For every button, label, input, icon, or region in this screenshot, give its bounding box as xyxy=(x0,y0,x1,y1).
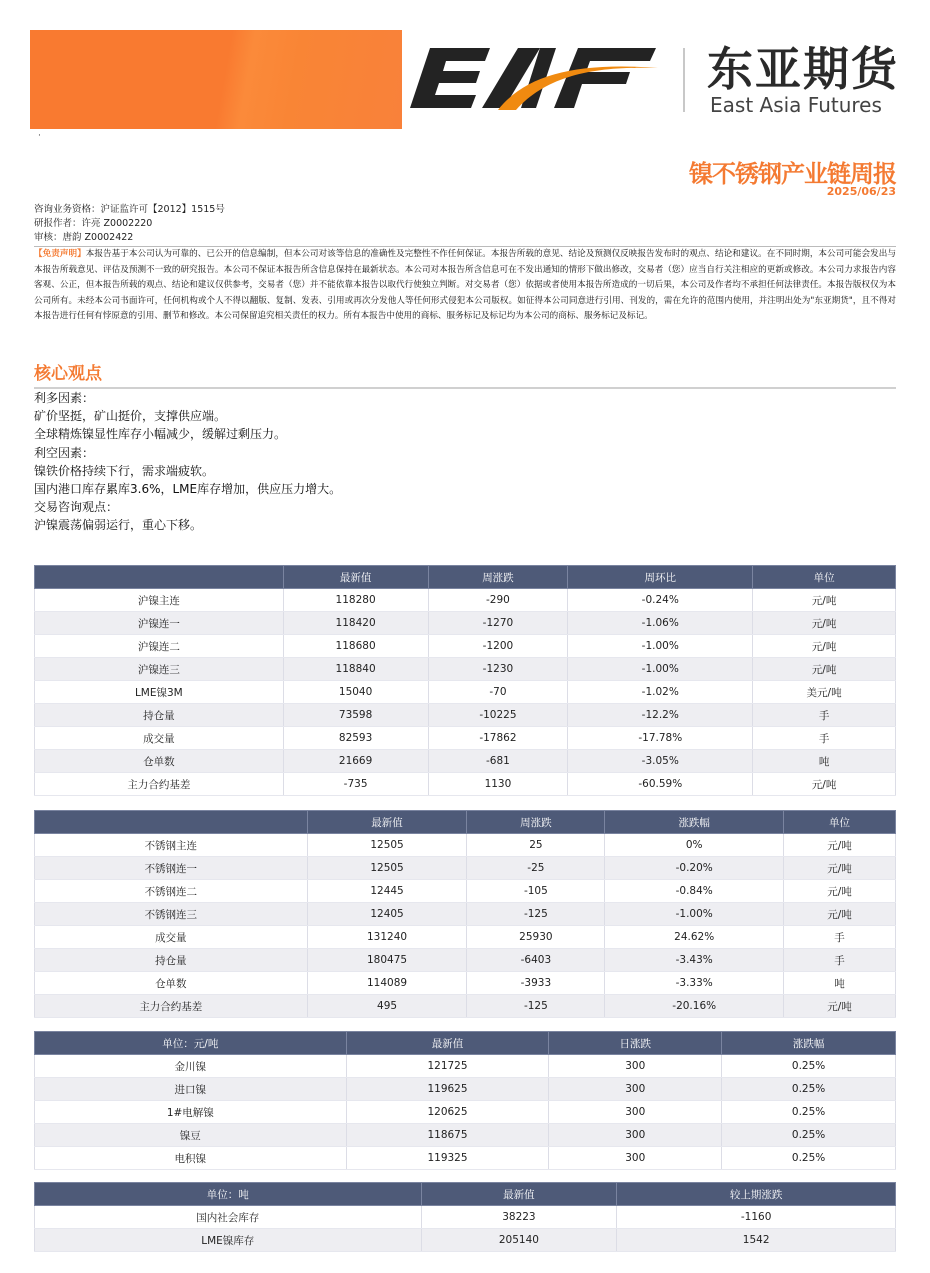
table-header-row xyxy=(35,1032,896,1055)
row-label: 不锈钢主连 xyxy=(35,834,308,857)
row-label: 成交量 xyxy=(35,926,308,949)
table-cell: -0.24% xyxy=(568,589,753,612)
row-label: LME镍3M xyxy=(35,681,284,704)
table-cell: 元/吨 xyxy=(753,635,896,658)
table-cell: 21669 xyxy=(283,750,428,773)
table-cell: 495 xyxy=(307,995,467,1018)
table-cell: 118280 xyxy=(283,589,428,612)
table-cell: 元/吨 xyxy=(784,834,896,857)
table-cell: 手 xyxy=(753,704,896,727)
table-cell: 300 xyxy=(549,1124,722,1147)
table-cell: 元/吨 xyxy=(784,857,896,880)
table-cell: 121725 xyxy=(346,1055,549,1078)
table-cell: 0.25% xyxy=(722,1124,896,1147)
row-label: 持仓量 xyxy=(35,949,308,972)
table-cell: -1160 xyxy=(617,1206,896,1229)
column-header: 最新值 xyxy=(346,1032,549,1055)
table-row xyxy=(35,1229,896,1252)
table-header-row xyxy=(35,811,896,834)
table-cell: 180475 xyxy=(307,949,467,972)
column-header: 涨跌幅 xyxy=(605,811,784,834)
column-header xyxy=(35,811,308,834)
table-row xyxy=(35,773,896,796)
table-row xyxy=(35,880,896,903)
row-label: 成交量 xyxy=(35,727,284,750)
column-header: 涨跌幅 xyxy=(722,1032,896,1055)
table-row xyxy=(35,903,896,926)
header-dot: · xyxy=(38,131,41,141)
table-cell: -125 xyxy=(467,903,605,926)
table-cell: -17.78% xyxy=(568,727,753,750)
table-cell: 手 xyxy=(753,727,896,750)
column-header: 最新值 xyxy=(421,1183,617,1206)
reviewer-line: 审核：唐韵 Z0002422 xyxy=(34,232,134,243)
disclaimer-text: 本报告基于本公司认为可靠的、已公开的信息编制，但本公司对该等信息的准确性及完整性不作任何保证。本报告所载的意见、结论及预测仅反映报告发布时的观点、结论和建议。在不同时期，本公司可能会发出与本报告所载意见、评估及预测不一致的研究报告。本公司不保证本报告所含信息保持在最新状态。本公司对本报告所含信息可在不发出通知的情形下做出修改，交易者（您）应当自行关注相应的更新或修改。本公司力求报告内容客观、公正，但本报告所载的观点、结论和建议仅供参考，交易者（您）并不能依靠本报告以取代行使独立判断。对交易者（您）依据或者使用本报告所造成的一切后果，本公司及作者均不承担任何法律责任。本报告版权仅为本公司所有。未经本公司书面许可，任何机构或个人不得以翻版、复制、发表、引用或再次分发他人等任何形式侵犯本公司版权。如征得本公司同意进行引用、刊发的，需在允许的范围内使用，并注明出处为"东亚期货"，且不得对本报告进行任何有悖原意的引用、删节和修改。本公司保留追究相关责任的权力。所有本报告中使用的商标、服务标记及标记均为本公司的商标、服务标记及标记。 xyxy=(34,249,896,322)
report-date: 2025/06/23 xyxy=(826,185,896,198)
stainless-futures-table xyxy=(34,810,896,1018)
table-header-row xyxy=(35,1183,896,1206)
disclaimer-tag: 【免责声明】 xyxy=(34,249,86,259)
table-row xyxy=(35,1206,896,1229)
table-row xyxy=(35,1078,896,1101)
table-cell: 元/吨 xyxy=(784,880,896,903)
report-meta xyxy=(34,203,225,245)
table-cell: -1230 xyxy=(428,658,568,681)
row-label: 1#电解镍 xyxy=(35,1101,347,1124)
column-header: 较上期涨跌 xyxy=(617,1183,896,1206)
table-row xyxy=(35,635,896,658)
nickel-inventory-table xyxy=(34,1182,896,1252)
table-cell: -735 xyxy=(283,773,428,796)
table-cell: -3.05% xyxy=(568,750,753,773)
row-label: LME镍库存 xyxy=(35,1229,422,1252)
row-label: 进口镍 xyxy=(35,1078,347,1101)
table-cell: -1.00% xyxy=(568,635,753,658)
row-label: 主力合约基差 xyxy=(35,773,284,796)
table-cell: 38223 xyxy=(421,1206,617,1229)
core-line: 利空因素： xyxy=(34,445,95,460)
table-cell: -681 xyxy=(428,750,568,773)
table-cell: 300 xyxy=(549,1147,722,1170)
table-cell: 118840 xyxy=(283,658,428,681)
table-cell: 元/吨 xyxy=(753,773,896,796)
column-header: 周环比 xyxy=(568,566,753,589)
table-cell: 120625 xyxy=(346,1101,549,1124)
table-row xyxy=(35,949,896,972)
row-label: 仓单数 xyxy=(35,750,284,773)
table-cell: 118680 xyxy=(283,635,428,658)
table-cell: -3.43% xyxy=(605,949,784,972)
table-header-row xyxy=(35,566,896,589)
table-cell: 0.25% xyxy=(722,1101,896,1124)
table-row xyxy=(35,1124,896,1147)
table-cell: 0.25% xyxy=(722,1078,896,1101)
table-row xyxy=(35,972,896,995)
table-cell: 119625 xyxy=(346,1078,549,1101)
table-row xyxy=(35,727,896,750)
table-cell: -25 xyxy=(467,857,605,880)
column-header: 单位 xyxy=(784,811,896,834)
table-cell: 131240 xyxy=(307,926,467,949)
table-row xyxy=(35,926,896,949)
row-label: 沪镍连二 xyxy=(35,635,284,658)
column-header: 单位 xyxy=(753,566,896,589)
table-cell: 元/吨 xyxy=(784,995,896,1018)
row-label: 不锈钢连二 xyxy=(35,880,308,903)
table-row xyxy=(35,681,896,704)
row-label: 电积镍 xyxy=(35,1147,347,1170)
core-line: 利多因素： xyxy=(34,391,95,405)
table-cell: 82593 xyxy=(283,727,428,750)
table-cell: 美元/吨 xyxy=(753,681,896,704)
core-line: 全球精炼镍显性库存小幅减少，缓解过剩压力。 xyxy=(34,427,287,442)
table-cell: -290 xyxy=(428,589,568,612)
core-line: 沪镍震荡偏弱运行，重心下移。 xyxy=(34,518,203,533)
report-title: 镍不锈钢产业链周报 xyxy=(689,160,896,188)
table-cell: 12405 xyxy=(307,903,467,926)
table-row xyxy=(35,704,896,727)
table-cell: 15040 xyxy=(283,681,428,704)
row-label: 沪镍主连 xyxy=(35,589,284,612)
table-cell: 1542 xyxy=(617,1229,896,1252)
row-label: 持仓量 xyxy=(35,704,284,727)
core-line: 镍铁价格持续下行，需求端疲软。 xyxy=(34,463,215,478)
table-cell: -1.06% xyxy=(568,612,753,635)
header-banner xyxy=(30,30,402,129)
table-cell: 0% xyxy=(605,834,784,857)
column-header: 单位：吨 xyxy=(35,1183,422,1206)
table-cell: 25930 xyxy=(467,926,605,949)
table-cell: -0.84% xyxy=(605,880,784,903)
core-line: 国内港口库存累库3.6%，LME库存增加，供应压力增大。 xyxy=(34,482,342,497)
row-label: 沪镍连三 xyxy=(35,658,284,681)
table-cell: 1130 xyxy=(428,773,568,796)
table-row xyxy=(35,658,896,681)
table-row xyxy=(35,834,896,857)
core-line: 矿价坚挺，矿山挺价，支撑供应端。 xyxy=(34,409,227,424)
table-cell: -70 xyxy=(428,681,568,704)
table-cell: 118675 xyxy=(346,1124,549,1147)
table-cell: -10225 xyxy=(428,704,568,727)
license-line: 咨询业务资格：沪证监许可【2012】1515号 xyxy=(34,204,225,215)
author-line: 研报作者：许亮 Z0002220 xyxy=(34,218,153,229)
nickel-spot-price-table xyxy=(34,1031,896,1170)
table-cell: 12445 xyxy=(307,880,467,903)
table-row xyxy=(35,995,896,1018)
table-cell: 吨 xyxy=(753,750,896,773)
row-label: 主力合约基差 xyxy=(35,995,308,1018)
eaf-logo-icon xyxy=(408,44,658,119)
table-cell: -3.33% xyxy=(605,972,784,995)
table-cell: 300 xyxy=(549,1101,722,1124)
table-cell: -105 xyxy=(467,880,605,903)
disclaimer xyxy=(34,247,896,325)
table-cell: -1.00% xyxy=(605,903,784,926)
table-cell: 元/吨 xyxy=(753,589,896,612)
table-cell: 元/吨 xyxy=(753,658,896,681)
table-cell: -17862 xyxy=(428,727,568,750)
column-header: 单位：元/吨 xyxy=(35,1032,347,1055)
report-header xyxy=(0,0,930,150)
column-header xyxy=(35,566,284,589)
table-row xyxy=(35,1101,896,1124)
table-cell: 手 xyxy=(784,949,896,972)
table-cell: 119325 xyxy=(346,1147,549,1170)
table-cell: -1200 xyxy=(428,635,568,658)
table-row xyxy=(35,750,896,773)
table-cell: -0.20% xyxy=(605,857,784,880)
table-row xyxy=(35,1055,896,1078)
table-cell: 24.62% xyxy=(605,926,784,949)
table-cell: 73598 xyxy=(283,704,428,727)
row-label: 国内社会库存 xyxy=(35,1206,422,1229)
core-view-title: 核心观点 xyxy=(34,364,102,384)
column-header: 周涨跌 xyxy=(428,566,568,589)
logo-chinese-name: 东亚期货 xyxy=(707,42,899,96)
table-cell: 25 xyxy=(467,834,605,857)
table-cell: -1.00% xyxy=(568,658,753,681)
table-cell: 114089 xyxy=(307,972,467,995)
table-cell: 205140 xyxy=(421,1229,617,1252)
table-cell: 0.25% xyxy=(722,1147,896,1170)
table-cell: -125 xyxy=(467,995,605,1018)
table-cell: -3933 xyxy=(467,972,605,995)
table-cell: -1.02% xyxy=(568,681,753,704)
logo-english-name: East Asia Futures xyxy=(710,93,882,117)
nickel-futures-table xyxy=(34,565,896,796)
table-cell: -12.2% xyxy=(568,704,753,727)
table-cell: 吨 xyxy=(784,972,896,995)
logo-divider xyxy=(683,48,685,112)
core-line: 交易咨询观点： xyxy=(34,500,119,515)
row-label: 仓单数 xyxy=(35,972,308,995)
table-row xyxy=(35,1147,896,1170)
column-header: 日涨跌 xyxy=(549,1032,722,1055)
table-cell: -60.59% xyxy=(568,773,753,796)
table-cell: -1270 xyxy=(428,612,568,635)
table-cell: 300 xyxy=(549,1078,722,1101)
row-label: 不锈钢连一 xyxy=(35,857,308,880)
row-label: 金川镍 xyxy=(35,1055,347,1078)
table-cell: 元/吨 xyxy=(784,903,896,926)
table-row xyxy=(35,589,896,612)
table-row xyxy=(35,857,896,880)
table-cell: 元/吨 xyxy=(753,612,896,635)
table-cell: 手 xyxy=(784,926,896,949)
table-cell: -6403 xyxy=(467,949,605,972)
table-cell: -20.16% xyxy=(605,995,784,1018)
table-cell: 118420 xyxy=(283,612,428,635)
table-cell: 12505 xyxy=(307,857,467,880)
column-header: 最新值 xyxy=(307,811,467,834)
table-cell: 300 xyxy=(549,1055,722,1078)
table-row xyxy=(35,612,896,635)
column-header: 周涨跌 xyxy=(467,811,605,834)
row-label: 沪镍连一 xyxy=(35,612,284,635)
column-header: 最新值 xyxy=(283,566,428,589)
table-cell: 0.25% xyxy=(722,1055,896,1078)
row-label: 不锈钢连三 xyxy=(35,903,308,926)
row-label: 镍豆 xyxy=(35,1124,347,1147)
table-cell: 12505 xyxy=(307,834,467,857)
core-view-body xyxy=(34,389,341,535)
